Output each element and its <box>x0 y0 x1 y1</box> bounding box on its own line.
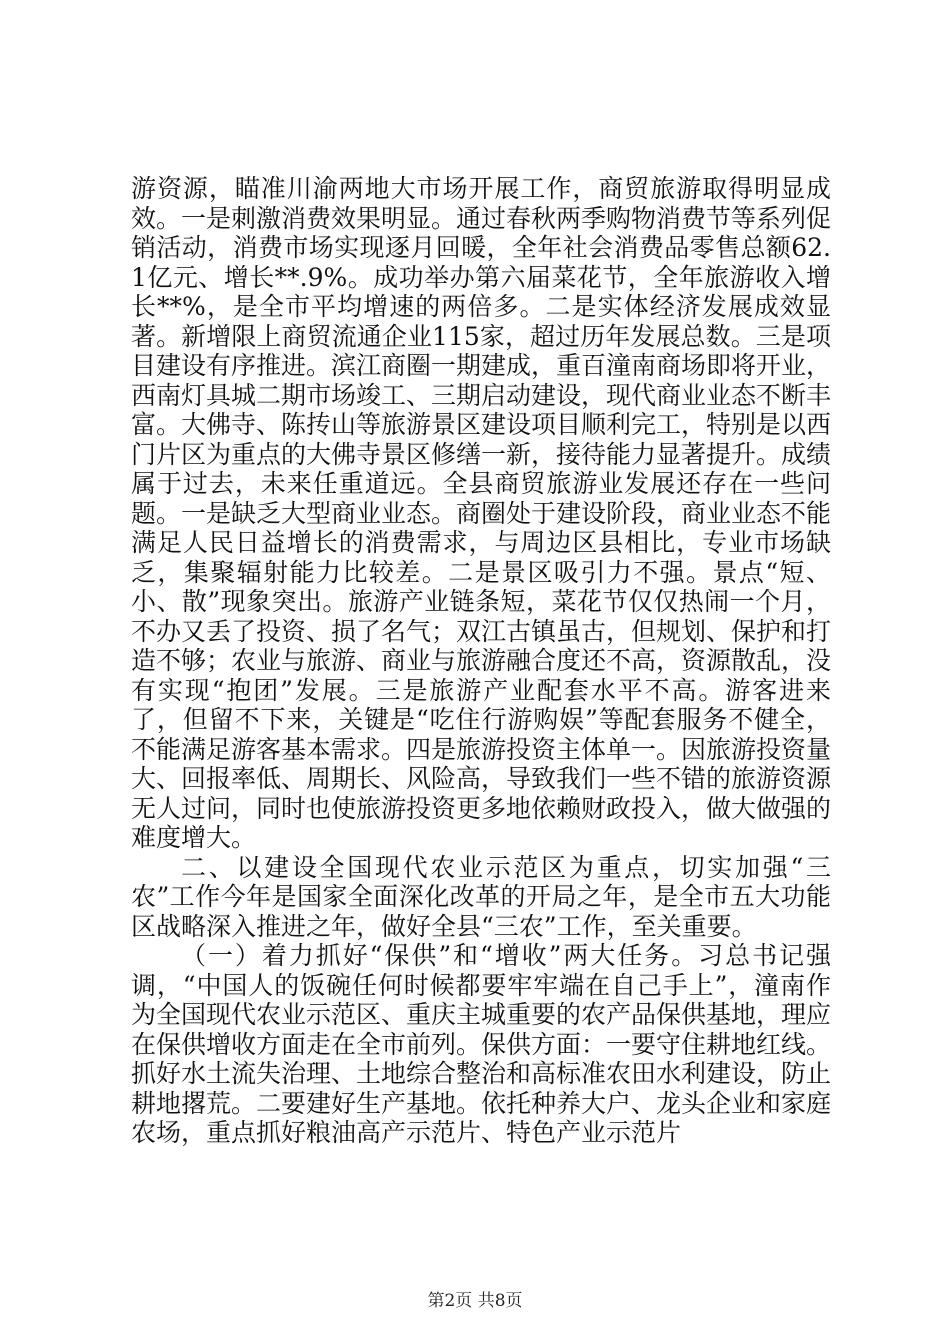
paragraph-section-two-heading: 二、以建设全国现代农业示范区为重点，切实加强“三农”工作今年是国家全面深化改革的开局之年，是全市五大功能区战略深入推进之年，做好全县“三农”工作，至关重要。 <box>131 852 831 941</box>
page-number-footer: 第2页 共8页 <box>427 1291 523 1311</box>
document-body <box>131 174 831 1148</box>
paragraph-commerce-tourism: 游资源，瞄准川渝两地大市场开展工作，商贸旅游取得明显成效。一是刺激消费效果明显。通过春秋两季购物消费节等系列促销活动，消费市场实现逐月回暖，全年社会消费品零售总额62.1亿元、增长**.9%。成功举办第六届菜花节，全年旅游收入增长**%，是全市平均增速的两倍多。二是实体经济发展成效显著。新增限上商贸流通企业115家，超过历年发展总数。三是项目建设有序推进。滨江商圈一期建成，重百潼南商场即将开业，西南灯具城二期市场竣工、三期启动建设，现代商业业态不断丰富。大佛寺、陈抟山等旅游景区建设项目顺利完工，特别是以西门片区为重点的大佛寺景区修缮一新，接待能力显著提升。成绩属于过去，未来任重道远。全县商贸旅游业发展还存在一些问题。一是缺乏大型商业业态。商圈处于建设阶段，商业业态不能满足人民日益增长的消费需求，与周边区县相比，专业市场缺乏，集聚辐射能力比较差。二是景区吸引力不强。景点“短、小、散”现象突出。旅游产业链条短，菜花节仅仅热闹一个月，不办又丢了投资、损了名气；双江古镇虽古，但规划、保护和打造不够；农业与旅游、商业与旅游融合度还不高，资源散乱，没有实现“抱团”发展。三是旅游产业配套水平不高。游客进来了，但留不下来，关键是“吃住行游购娱”等配套服务不健全，不能满足游客基本需求。四是旅游投资主体单一。因旅游投资量大、回报率低、周期长、风险高，导致我们一些不错的旅游资源无人过问，同时也使旅游投资更多地依赖财政投入，做大做强的难度增大。 <box>131 174 832 852</box>
paragraph-supply-income: （一）着力抓好“保供”和“增收”两大任务。习总书记强调，“中国人的饭碗任何时候都要牢牢端在自己手上”，潼南作为全国现代农业示范区、重庆主城重要的农产品保供基地，理应在保供增收方面走在全市前列。保供方面：一要守住耕地红线。抓好水土流失治理、土地综合整治和高标准农田水利建设，防止耕地撂荒。二要建好生产基地。依托种养大户、龙头企业和家庭农场，重点抓好粮油高产示范片、特色产业示范片 <box>131 941 832 1147</box>
